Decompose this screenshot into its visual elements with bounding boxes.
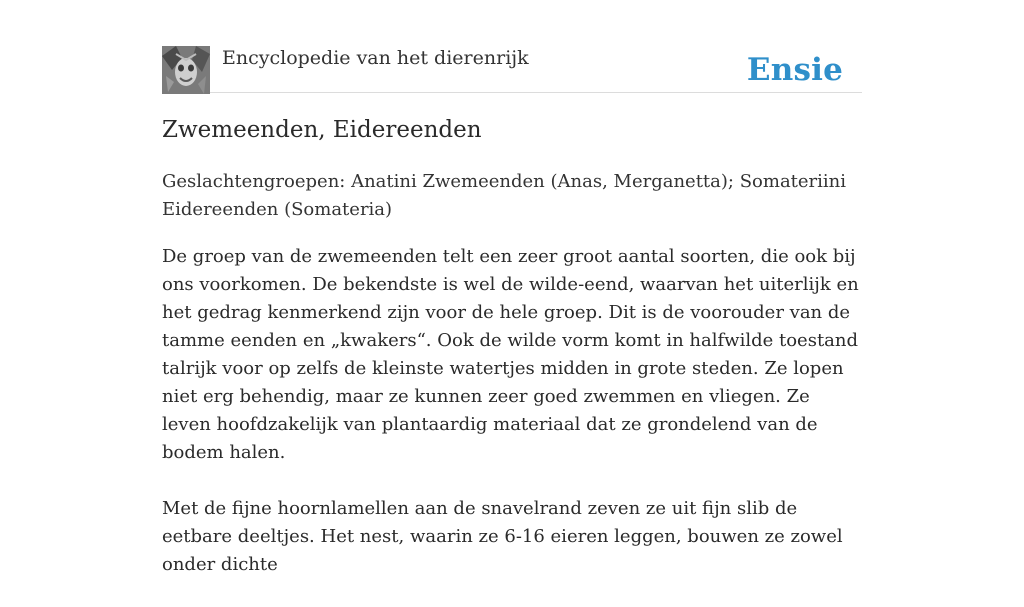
entry-title: Zwemeenden, Eidereenden <box>162 117 482 143</box>
body-paragraph: De groep van de zwemeenden telt een zeer groot aantal soorten, die ook bij ons voorkomen. De bekendste is wel de wilde-eend, waarvan het uiterlijk en het gedrag kenmerkend zijn voor de hele groep. Dit is de voorouder van de tamme eenden en „kwakers“. Ook de wilde vorm komt in halfwilde toestand talrijk voor op zelfs de kleinste watertjes midden in grote steden. Ze lopen niet erg behendig, maar ze kunnen zeer goed zwemmen en vliegen. Ze leven hoofdzakelijk van plantaardig materiaal dat ze grondelend van de bodem halen. <box>162 246 859 463</box>
source-avatar-icon[interactable] <box>162 46 210 94</box>
source-header <box>162 46 862 93</box>
entry-subtitle: Geslachtengroepen: Anatini Zwemeenden (Anas, Merganetta); Somateriini Eidereenden (Somateria) <box>162 171 847 220</box>
body-paragraph: Met de fijne hoornlamellen aan de snavelrand zeven ze uit fijn slib de eetbare deeltjes. Het nest, waarin ze 6-16 eieren leggen, bouwen ze zowel onder dichte <box>162 498 843 575</box>
entry-body <box>162 243 862 607</box>
source-title[interactable]: Encyclopedie van het dierenrijk <box>222 47 529 69</box>
brand-logo[interactable]: Ensie <box>746 52 843 88</box>
